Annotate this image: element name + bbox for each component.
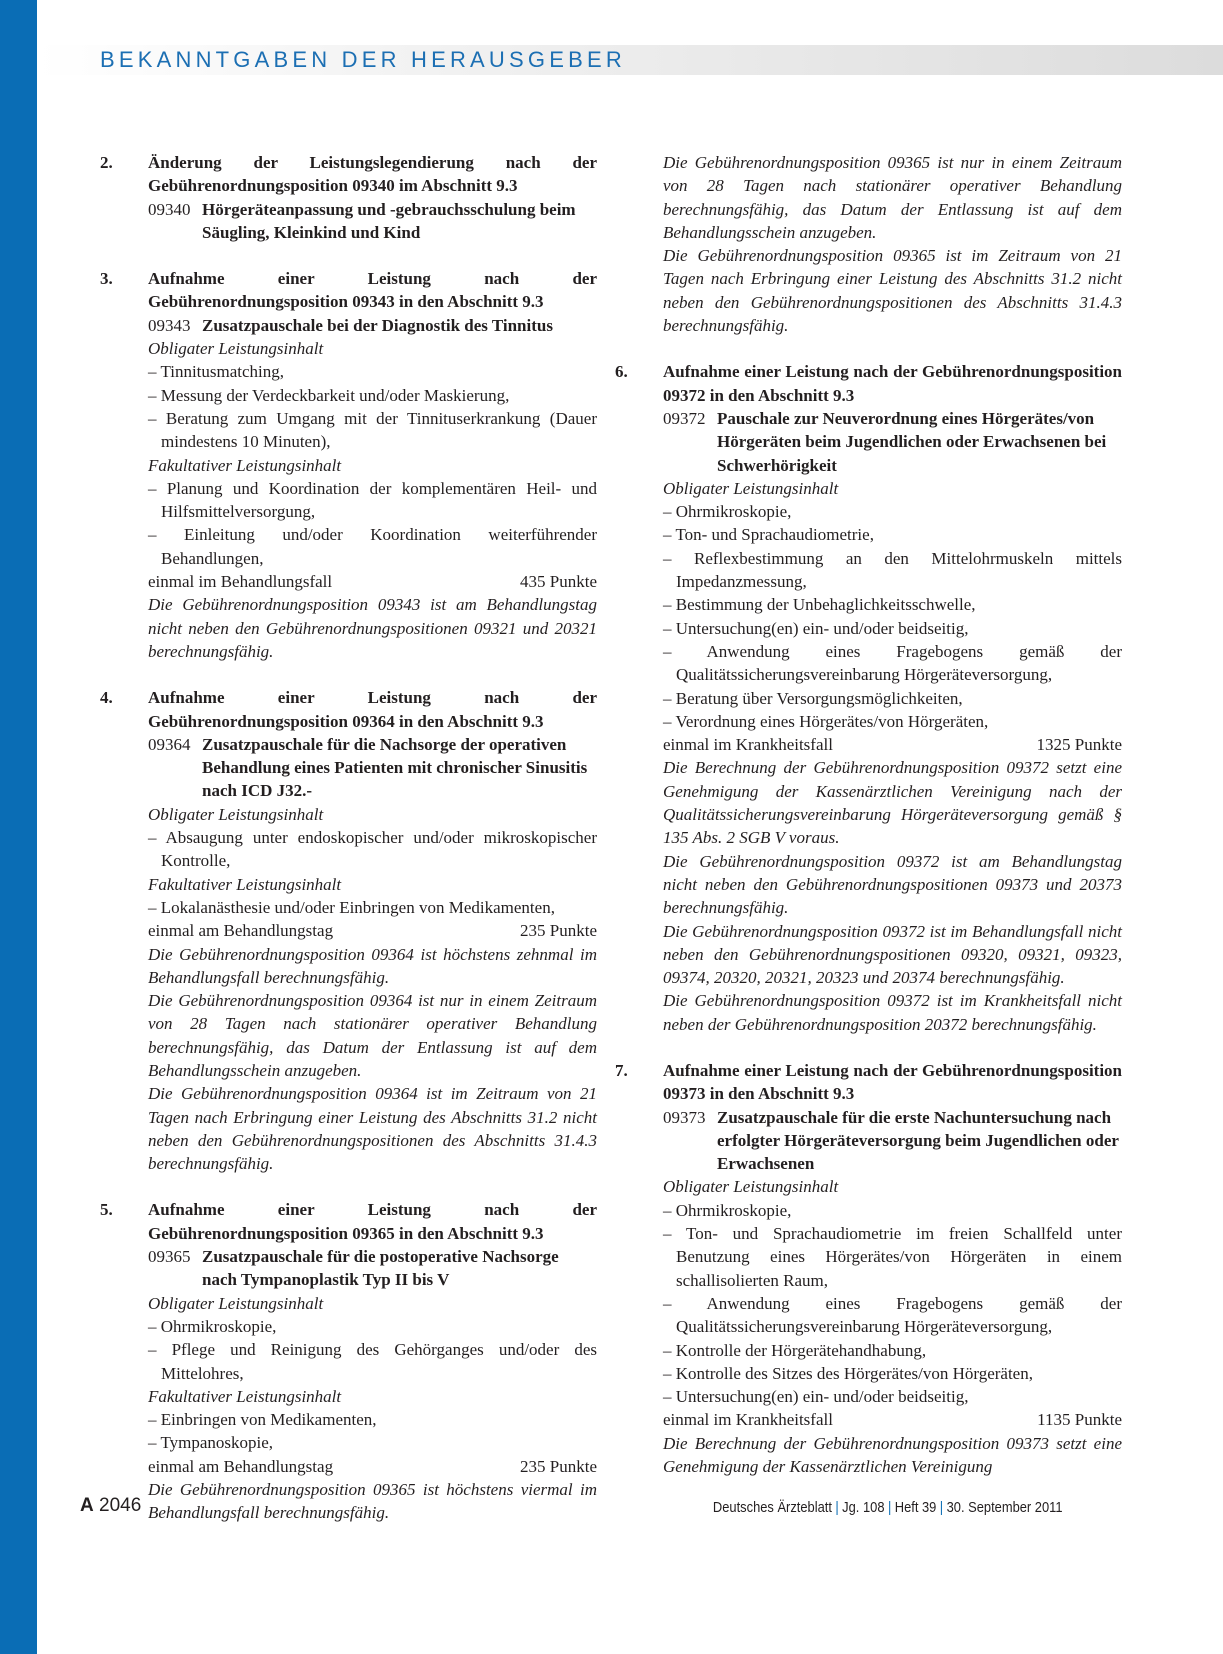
points: 435 Punkte	[520, 572, 597, 592]
section-title: Aufnahme einer Leistung nach der Gebührenordnungsposition 09373 in den Abschnitt 9.3	[663, 1060, 1122, 1104]
journal-name: Deutsches Ärzteblatt	[713, 1499, 833, 1516]
points-row	[663, 1408, 1122, 1431]
gop-code: 09372	[663, 408, 706, 428]
list-item: – Tympanoskopie,	[148, 1433, 274, 1453]
section-number: 4.	[100, 688, 113, 708]
list-item: – Einbringen von Medikamenten,	[148, 1410, 377, 1430]
note: Die Gebührenordnungsposition 09364 ist höchstens zehnmal im Behandlungsfall berechnungsfähig.	[148, 944, 597, 987]
points-row	[148, 1455, 597, 1478]
section-number: 3.	[100, 269, 113, 289]
list-item: – Verordnung eines Hörgerätes/von Hörgeräten,	[663, 711, 989, 731]
list-item: – Reflexbestimmung an den Mittelohrmuskeln mittels Impedanzmessung,	[663, 548, 1122, 592]
gop-code: 09365	[148, 1247, 191, 1267]
list-item: – Ton- und Sprachaudiometrie,	[663, 525, 874, 545]
note: Die Gebührenordnungsposition 09364 ist im Zeitraum von 21 Tagen nach Erbringung einer Leistung des Abschnitts 31.2 nicht neben den Gebührenordnungspositionen des Abschnitts 31.4.3 berechnungsfähig.	[148, 1084, 597, 1174]
points: 235 Punkte	[520, 1456, 597, 1476]
separator: |	[835, 1499, 840, 1516]
list-item: – Lokalanästhesie und/oder Einbringen von Medikamenten,	[148, 897, 555, 917]
section-6	[615, 360, 1122, 1036]
note: Die Berechnung der Gebührenordnungsposition 09372 setzt eine Genehmigung der Kassenärztlichen Vereinigung nach der Qualitätssicherungsvereinbarung Hörgeräteversorgung gemäß § 135 Abs. 2 SGB V voraus.	[663, 758, 1122, 848]
points-row	[148, 570, 597, 593]
gop-code: 09340	[148, 199, 191, 219]
section-number: 7.	[615, 1060, 628, 1080]
list-item: – Anwendung eines Fragebogens gemäß der Qualitätssicherungsvereinbarung Hörgeräteversorgung,	[663, 1293, 1122, 1337]
obligatory-label: Obligater Leistungsinhalt	[148, 1293, 324, 1313]
gop-title: Pauschale zur Neuverordnung eines Hörgerätes/von Hörgeräten beim Jugendlichen oder Erwachsenen bei Schwerhörigkeit	[717, 408, 1107, 475]
separator: |	[888, 1499, 892, 1516]
page-number-value: 2046	[99, 1495, 142, 1516]
note: Die Gebührenordnungsposition 09365 ist im Zeitraum von 21 Tagen nach Erbringung einer Leistung des Abschnitts 31.2 nicht neben den Gebührenordnungspositionen des Abschnitts 31.4.3 berechnungsfähig.	[663, 246, 1122, 336]
list-item: – Ohrmikroskopie,	[148, 1316, 277, 1336]
section-title: Aufnahme einer Leistung nach der Gebührenordnungsposition 09343 in den Abschnitt 9.3	[148, 269, 597, 312]
obligatory-label: Obligater Leistungsinhalt	[148, 804, 324, 824]
points-row	[663, 733, 1122, 756]
list-item: – Pflege und Reinigung des Gehörganges und/oder des Mittelohres,	[148, 1340, 597, 1383]
note: Die Gebührenordnungsposition 09364 ist nur in einem Zeitraum von 28 Tagen nach stationärer operativer Behandlung berechnungsfähig, das Datum der Entlassung ist auf dem Behandlungsschein anzugeben.	[148, 991, 597, 1080]
list-item: – Absaugung unter endoskopischer und/oder mikroskopischer Kontrolle,	[148, 828, 597, 871]
section-4	[100, 686, 597, 1175]
frequency: einmal im Krankheitsfall	[663, 735, 833, 755]
list-item: – Ton- und Sprachaudiometrie im freien Schallfeld unter Benutzung eines Hörgerätes/von Hörgeräten in einem schallisolierten Raum,	[663, 1224, 1122, 1290]
obligatory-label: Obligater Leistungsinhalt	[663, 1177, 839, 1197]
list-item: – Ohrmikroskopie,	[663, 502, 792, 522]
section-number: 5.	[100, 1200, 113, 1220]
list-item: – Ohrmikroskopie,	[663, 1200, 792, 1220]
gop-title: Zusatzpauschale bei der Diagnostik des Tinnitus	[202, 315, 553, 335]
section-header: BEKANNTGABEN DER HERAUSGEBER	[100, 47, 626, 72]
points: 1135 Punkte	[1037, 1410, 1122, 1430]
section-title: Aufnahme einer Leistung nach der Gebührenordnungsposition 09372 in den Abschnitt 9.3	[663, 362, 1122, 405]
list-item: – Beratung über Versorgungsmöglichkeiten,	[663, 688, 963, 708]
list-item: – Einleitung und/oder Koordination weiterführender Behandlungen,	[148, 525, 597, 568]
note: Die Gebührenordnungsposition 09365 ist höchstens viermal im Behandlungsfall berechnungsfähig.	[148, 1480, 597, 1523]
list-item: – Untersuchung(en) ein- und/oder beidseitig,	[663, 618, 969, 638]
list-item: – Kontrolle der Hörgerätehandhabung,	[663, 1340, 927, 1360]
obligatory-label: Obligater Leistungsinhalt	[663, 478, 839, 498]
list-item: – Planung und Koordination der komplementären Heil- und Hilfsmittelversorgung,	[148, 478, 597, 522]
section-title: Aufnahme einer Leistung nach der Gebührenordnungsposition 09364 in den Abschnitt 9.3	[148, 688, 597, 731]
journal-issue: Heft 39	[895, 1499, 937, 1516]
list-item: – Beratung zum Umgang mit der Tinnituserkrankung (Dauer mindestens 10 Minuten),	[148, 408, 597, 452]
journal-volume: Jg. 108	[842, 1499, 885, 1516]
note: Die Gebührenordnungsposition 09365 ist nur in einem Zeitraum von 28 Tagen nach stationärer operativer Behandlung berechnungsfähig, das Datum der Entlassung ist auf dem Behandlungsschein anzugeben.	[663, 153, 1122, 242]
points: 1325 Punkte	[1036, 735, 1122, 755]
frequency: einmal im Krankheitsfall	[663, 1410, 833, 1430]
gop-title: Zusatzpauschale für die erste Nachuntersuchung nach erfolgter Hörgeräteversorgung beim Jugendlichen oder Erwachsenen	[717, 1107, 1119, 1174]
right-column	[615, 151, 1122, 1501]
list-item: – Anwendung eines Fragebogens gemäß der Qualitätssicherungsvereinbarung Hörgeräteversorgung,	[663, 641, 1122, 685]
section-5-continued	[615, 151, 1122, 337]
obligatory-label: Obligater Leistungsinhalt	[148, 339, 324, 359]
points: 235 Punkte	[520, 921, 597, 941]
left-color-bar	[0, 0, 37, 1654]
note: Die Gebührenordnungsposition 09372 ist im Krankheitsfall nicht neben der Gebührenordnungsposition 20372 berechnungsfähig.	[663, 991, 1122, 1034]
gop-title: Zusatzpauschale für die Nachsorge der operativen Behandlung eines Patienten mit chronischer Sinusitis nach ICD J32.-	[202, 734, 588, 801]
note: Die Gebührenordnungsposition 09372 ist im Behandlungsfall nicht neben den Gebührenordnungspositionen 09320, 09321, 09323, 09374, 20320, 20321, 20323 und 20374 berechnungsfähig.	[663, 921, 1122, 988]
page-prefix: A	[80, 1495, 94, 1516]
optional-label: Fakultativer Leistungsinhalt	[148, 874, 342, 894]
list-item: – Untersuchung(en) ein- und/oder beidseitig,	[663, 1387, 969, 1407]
separator: |	[940, 1499, 944, 1516]
gop-code: 09364	[148, 734, 191, 754]
note: Die Gebührenordnungsposition 09372 ist am Behandlungstag nicht neben den Gebührenordnungspositionen 09373 und 20373 berechnungsfähig.	[663, 851, 1122, 918]
optional-label: Fakultativer Leistungsinhalt	[148, 1386, 342, 1406]
section-3	[100, 267, 597, 663]
section-2	[100, 151, 597, 244]
section-7	[615, 1059, 1122, 1478]
list-item: – Tinnitusmatching,	[148, 362, 285, 382]
journal-info	[713, 1499, 1063, 1516]
page-number	[80, 1495, 141, 1517]
gop-title: Hörgeräteanpassung und -gebrauchsschulung beim Säugling, Kleinkind und Kind	[202, 199, 576, 242]
list-item: – Messung der Verdeckbarkeit und/oder Maskierung,	[148, 385, 510, 405]
note: Die Gebührenordnungsposition 09343 ist am Behandlungstag nicht neben den Gebührenordnungspositionen 09321 und 20321 berechnungsfähig.	[148, 595, 597, 661]
section-5	[100, 1198, 597, 1524]
gop-code: 09373	[663, 1107, 706, 1127]
section-number: 6.	[615, 362, 628, 382]
journal-date: 30. September 2011	[947, 1499, 1063, 1516]
left-column	[100, 151, 597, 1548]
section-title: Änderung der Leistungslegendierung nach der Gebührenordnungsposition 09340 im Abschnitt 9.3	[148, 153, 597, 196]
gop-code: 09343	[148, 315, 191, 335]
list-item: – Kontrolle des Sitzes des Hörgerätes/von Hörgeräten,	[663, 1363, 1033, 1383]
section-title: Aufnahme einer Leistung nach der Gebührenordnungsposition 09365 in den Abschnitt 9.3	[148, 1200, 597, 1243]
section-number: 2.	[100, 153, 113, 172]
points-row	[148, 919, 597, 942]
gop-title: Zusatzpauschale für die postoperative Nachsorge nach Tympanoplastik Typ II bis V	[202, 1247, 559, 1290]
note: Die Berechnung der Gebührenordnungsposition 09373 setzt eine Genehmigung der Kassenärztlichen Vereinigung	[663, 1433, 1122, 1477]
frequency: einmal im Behandlungsfall	[148, 572, 333, 592]
optional-label: Fakultativer Leistungsinhalt	[148, 455, 342, 475]
list-item: – Bestimmung der Unbehaglichkeitsschwelle,	[663, 595, 976, 615]
frequency: einmal am Behandlungstag	[148, 921, 334, 941]
frequency: einmal am Behandlungstag	[148, 1456, 334, 1476]
